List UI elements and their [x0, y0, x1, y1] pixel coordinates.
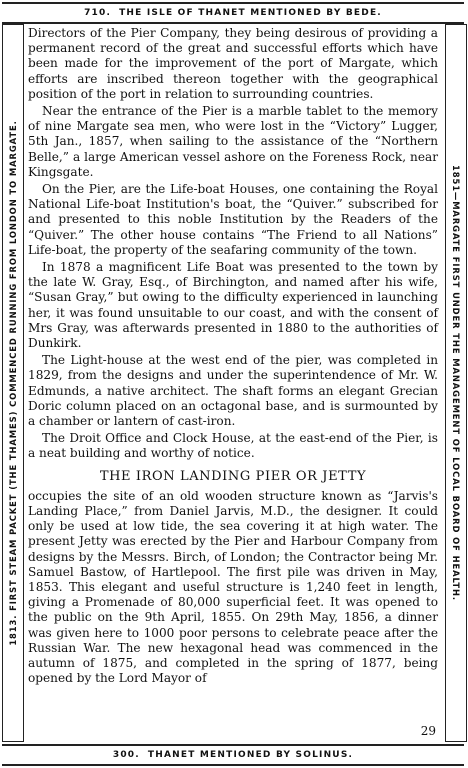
paragraph: Directors of the Pier Company, they being desirous of providing a permanent record of the great and successful efforts which have been made for the improvement of the port of Margate, which efforts are inscribed thereon together with the geographical position of the port in relation to surrounding countries. — [28, 26, 438, 101]
left-margin-banner — [2, 24, 24, 742]
right-margin-banner — [445, 24, 467, 742]
header-page-number: 710. — [84, 8, 112, 18]
left-margin-text: 1813. FIRST STEAM PACKET (THE THAMES) COMMENCED RUNNING FROM LONDON TO MARGATE. — [8, 120, 18, 646]
header-title: THE ISLE OF THANET MENTIONED BY BEDE. — [119, 8, 382, 18]
footer-banner — [2, 744, 464, 766]
page-number: 29 — [420, 724, 436, 738]
paragraph: The Light-house at the west end of the pier, was completed in 1829, from the designs and under the superintendence of Mr. W. Edmunds, a native architect. The shaft forms an elegant Grecian Doric column placed on an octagonal base, and is surmounted by a chamber or lantern of cast-iron. — [28, 353, 438, 429]
footer-title: THANET MENTIONED BY SOLINUS. — [147, 750, 354, 760]
section-heading: THE IRON LANDING PIER OR JETTY — [99, 468, 367, 484]
footer-page-number: 300. — [112, 750, 140, 760]
paragraph: On the Pier, are the Life-boat Houses, one containing the Royal National Life-boat Institution's boat, the “Quiver.” subscribed for and presented to this noble Institution by the Readers of the “Quiver.” The other house contains “The Friend to all Nations” Life-boat, the property of the seafaring community of the town. — [28, 182, 438, 257]
main-text — [28, 26, 438, 738]
right-margin-text: 1851—MARGATE FIRST UNDER THE MANAGEMENT OF LOCAL BOARD OF HEALTH. — [451, 165, 461, 601]
section-body: occupies the site of an old wooden structure known as “Jarvis's Landing Place,” from Daniel Jarvis, M.D., the designer. It could only be used at low tide, the sea covering it at high water. The present Jetty was erected by the Pier and Harbour Company from designs by the Messrs. Birch, of London; the Contractor being Mr. Samuel Bastow, of Hartlepool. The first pile was driven in May, 1853. This elegant and useful structure is 1,240 feet in length, giving a Promenade of 80,000 superficial feet. It was opened to the public on the 9th April, 1855. On 29th May, 1856, a dinner was given here to 1000 poor persons to celebrate peace after the Russian War. The new hexagonal head was commenced in the autumn of 1875, and completed in the spring of 1877, being opened by the Lord Mayor of — [28, 488, 438, 686]
header-banner — [2, 2, 464, 24]
paragraph: Near the entrance of the Pier is a marble tablet to the memory of nine Margate sea men, who were lost in the “Victory” Lugger, 5th Jan., 1857, when sailing to the assistance of the “Northern Belle,” a large American vessel ashore on the Foreness Rock, near Kingsgate. — [28, 104, 438, 179]
paragraph: In 1878 a magnificent Life Boat was presented to the town by the late W. Gray, Esq., of Birchington, and named after his wife, “Susan Gray,” but owing to the difficulty experienced in launching her, it was found unsuitable to our coast, and with the consent of Mrs Gray, was afterwards presented in 1880 to the authorities of Dunkirk. — [28, 260, 438, 351]
paragraph: The Droit Office and Clock House, at the east-end of the Pier, is a neat building and worthy of notice. — [28, 431, 438, 461]
